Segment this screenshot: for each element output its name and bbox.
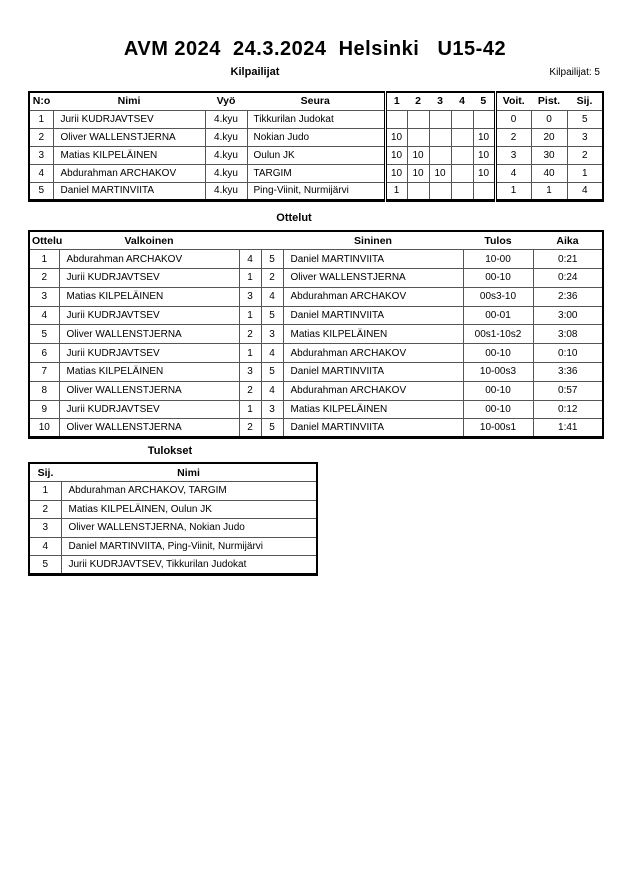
- cell-white-no: 2: [239, 325, 261, 344]
- cell-belt: 4.kyu: [205, 128, 247, 146]
- cell-result: 10-00s1: [463, 419, 533, 438]
- col-header-place: Sij.: [576, 95, 593, 108]
- cell-match-no: 5: [29, 325, 59, 344]
- cell-time: 3:08: [533, 325, 603, 344]
- table-row: [29, 306, 603, 325]
- page-title: AVM 2024 24.3.2024 Helsinki U15-42: [123, 38, 507, 60]
- cell-blue-name: Abdurahman ARCHAKOV: [283, 287, 463, 306]
- table-row: [29, 556, 317, 575]
- col-header-match4: 4: [459, 95, 465, 108]
- cell-match4: [451, 164, 473, 182]
- cell-time: 3:36: [533, 363, 603, 382]
- cell-time: 0:24: [533, 269, 603, 288]
- table-row: [29, 344, 603, 363]
- table-row: [29, 146, 603, 164]
- cell-belt: 4.kyu: [205, 110, 247, 128]
- cell-name: Daniel MARTINVIITA, Ping-Viinit, Nurmijärvi: [61, 537, 317, 556]
- cell-match3: [429, 110, 451, 128]
- cell-wins: 3: [495, 146, 531, 164]
- col-header-white-no: [239, 231, 261, 250]
- table-row: [29, 287, 603, 306]
- cell-blue-no: 5: [261, 306, 283, 325]
- cell-match-no: 9: [29, 400, 59, 419]
- cell-match5: 10: [473, 146, 495, 164]
- cell-match3: [429, 146, 451, 164]
- cell-blue-name: Daniel MARTINVIITA: [283, 363, 463, 382]
- cell-match-no: 7: [29, 363, 59, 382]
- cell-place: 3: [567, 128, 603, 146]
- results-table: [28, 462, 318, 576]
- table-row: [29, 519, 317, 538]
- cell-match2: [407, 110, 429, 128]
- section-title-kilpailijat: Kilpailijat: [230, 66, 280, 78]
- cell-white-no: 3: [239, 363, 261, 382]
- cell-white-no: 1: [239, 269, 261, 288]
- table-row: [29, 269, 603, 288]
- cell-name: Abdurahman ARCHAKOV, TARGIM: [61, 482, 317, 501]
- cell-time: 0:21: [533, 250, 603, 269]
- cell-wins: 4: [495, 164, 531, 182]
- cell-name: Daniel MARTINVIITA: [53, 182, 205, 200]
- cell-white-name: Oliver WALLENSTJERNA: [59, 381, 239, 400]
- cell-result: 00-10: [463, 269, 533, 288]
- cell-result: 00-01: [463, 306, 533, 325]
- cell-name: Matias KILPELÄINEN: [53, 146, 205, 164]
- table-row: [29, 110, 603, 128]
- col-header-name: Nimi: [117, 95, 141, 108]
- cell-match1: [385, 110, 407, 128]
- table-row: [29, 164, 603, 182]
- cell-points: 0: [531, 110, 567, 128]
- cell-name: Jurii KUDRJAVTSEV, Tikkurilan Judokat: [61, 556, 317, 575]
- cell-no: 5: [29, 182, 53, 200]
- cell-blue-name: Daniel MARTINVIITA: [283, 419, 463, 438]
- cell-club: Tikkurilan Judokat: [247, 110, 385, 128]
- cell-match2: 10: [407, 146, 429, 164]
- cell-blue-name: Abdurahman ARCHAKOV: [283, 381, 463, 400]
- cell-wins: 0: [495, 110, 531, 128]
- cell-time: 2:36: [533, 287, 603, 306]
- col-header-blue-no: [261, 231, 283, 250]
- cell-belt: 4.kyu: [205, 182, 247, 200]
- cell-result: 10-00s3: [463, 363, 533, 382]
- cell-place: 2: [567, 146, 603, 164]
- table-header-row: [29, 92, 603, 110]
- cell-white-no: 2: [239, 419, 261, 438]
- cell-belt: 4.kyu: [205, 164, 247, 182]
- col-header-club: Seura: [300, 95, 330, 108]
- cell-white-name: Jurii KUDRJAVTSEV: [59, 306, 239, 325]
- cell-club: Ping-Viinit, Nurmijärvi: [247, 182, 385, 200]
- cell-no: 2: [29, 128, 53, 146]
- cell-club: TARGIM: [247, 164, 385, 182]
- col-header-blue: Sininen: [354, 234, 392, 247]
- col-header-points: Pist.: [537, 95, 561, 108]
- table-row: [29, 182, 603, 200]
- table-row: [29, 500, 317, 519]
- col-header-name: Nimi: [177, 466, 200, 479]
- cell-blue-no: 5: [261, 250, 283, 269]
- cell-match3: [429, 182, 451, 200]
- cell-time: 0:10: [533, 344, 603, 363]
- cell-blue-name: Abdurahman ARCHAKOV: [283, 344, 463, 363]
- col-header-white: Valkoinen: [124, 234, 174, 247]
- cell-white-no: 3: [239, 287, 261, 306]
- competitor-count-label: Kilpailijat: 5: [549, 67, 600, 78]
- cell-match-no: 8: [29, 381, 59, 400]
- cell-blue-name: Matias KILPELÄINEN: [283, 400, 463, 419]
- table-row: [29, 250, 603, 269]
- cell-time: 0:57: [533, 381, 603, 400]
- cell-match1: 10: [385, 164, 407, 182]
- cell-blue-no: 5: [261, 419, 283, 438]
- cell-name: Abdurahman ARCHAKOV: [53, 164, 205, 182]
- cell-result: 00s1-10s2: [463, 325, 533, 344]
- cell-match3: [429, 128, 451, 146]
- cell-match4: [451, 110, 473, 128]
- cell-match2: 10: [407, 164, 429, 182]
- cell-blue-no: 3: [261, 400, 283, 419]
- cell-blue-name: Daniel MARTINVIITA: [283, 250, 463, 269]
- cell-white-name: Matias KILPELÄINEN: [59, 363, 239, 382]
- cell-blue-no: 4: [261, 381, 283, 400]
- cell-blue-name: Oliver WALLENSTJERNA: [283, 269, 463, 288]
- cell-white-name: Oliver WALLENSTJERNA: [59, 419, 239, 438]
- cell-match1: 10: [385, 146, 407, 164]
- cell-result: 00-10: [463, 381, 533, 400]
- table-row: [29, 419, 603, 438]
- cell-blue-no: 3: [261, 325, 283, 344]
- cell-place: 2: [29, 500, 61, 519]
- table-row: [29, 482, 317, 501]
- cell-no: 3: [29, 146, 53, 164]
- cell-white-no: 2: [239, 381, 261, 400]
- cell-white-no: 1: [239, 344, 261, 363]
- cell-match-no: 10: [29, 419, 59, 438]
- col-header-belt: Vyö: [216, 95, 236, 108]
- cell-no: 4: [29, 164, 53, 182]
- cell-result: 00-10: [463, 344, 533, 363]
- col-header-result: Tulos: [484, 234, 512, 247]
- table-row: [29, 381, 603, 400]
- cell-place: 4: [29, 537, 61, 556]
- cell-match1: 1: [385, 182, 407, 200]
- col-header-match5: 5: [480, 95, 487, 108]
- cell-place: 1: [567, 164, 603, 182]
- table-header-row: [29, 231, 603, 250]
- col-header-match2: 2: [415, 95, 421, 108]
- cell-match-no: 4: [29, 306, 59, 325]
- cell-white-name: Oliver WALLENSTJERNA: [59, 325, 239, 344]
- cell-place: 5: [567, 110, 603, 128]
- cell-time: 1:41: [533, 419, 603, 438]
- col-header-match3: 3: [437, 95, 443, 108]
- cell-points: 1: [531, 182, 567, 200]
- cell-place: 5: [29, 556, 61, 575]
- cell-match-no: 2: [29, 269, 59, 288]
- cell-name: Oliver WALLENSTJERNA: [53, 128, 205, 146]
- cell-points: 40: [531, 164, 567, 182]
- cell-time: 0:12: [533, 400, 603, 419]
- cell-match5: [473, 110, 495, 128]
- cell-no: 1: [29, 110, 53, 128]
- cell-white-no: 1: [239, 400, 261, 419]
- table-row: [29, 128, 603, 146]
- section-title-tulokset: Tulokset: [147, 445, 193, 457]
- col-header-match1: 1: [385, 92, 407, 110]
- cell-blue-no: 2: [261, 269, 283, 288]
- col-header-place: Sij.: [37, 466, 54, 479]
- cell-points: 30: [531, 146, 567, 164]
- cell-result: 00-10: [463, 400, 533, 419]
- cell-belt: 4.kyu: [205, 146, 247, 164]
- cell-name: Jurii KUDRJAVTSEV: [53, 110, 205, 128]
- cell-match2: [407, 182, 429, 200]
- cell-match-no: 6: [29, 344, 59, 363]
- cell-match4: [451, 128, 473, 146]
- matches-table: [28, 230, 604, 439]
- table-row: [29, 537, 317, 556]
- cell-white-name: Matias KILPELÄINEN: [59, 287, 239, 306]
- cell-blue-name: Daniel MARTINVIITA: [283, 306, 463, 325]
- cell-name: Matias KILPELÄINEN, Oulun JK: [61, 500, 317, 519]
- cell-match4: [451, 146, 473, 164]
- table-header-row: [29, 463, 317, 482]
- cell-blue-name: Matias KILPELÄINEN: [283, 325, 463, 344]
- cell-white-name: Jurii KUDRJAVTSEV: [59, 400, 239, 419]
- cell-match3: 10: [429, 164, 451, 182]
- cell-points: 20: [531, 128, 567, 146]
- cell-match5: 10: [473, 128, 495, 146]
- cell-place: 4: [567, 182, 603, 200]
- cell-name: Oliver WALLENSTJERNA, Nokian Judo: [61, 519, 317, 538]
- cell-match-no: 3: [29, 287, 59, 306]
- cell-match5: [473, 182, 495, 200]
- competitors-table: [28, 91, 604, 202]
- cell-white-no: 1: [239, 306, 261, 325]
- col-header-no: N:o: [32, 95, 51, 108]
- cell-white-name: Abdurahman ARCHAKOV: [59, 250, 239, 269]
- cell-time: 3:00: [533, 306, 603, 325]
- cell-result: 00s3-10: [463, 287, 533, 306]
- cell-place: 3: [29, 519, 61, 538]
- cell-white-name: Jurii KUDRJAVTSEV: [59, 344, 239, 363]
- cell-white-no: 4: [239, 250, 261, 269]
- cell-white-name: Jurii KUDRJAVTSEV: [59, 269, 239, 288]
- cell-blue-no: 4: [261, 287, 283, 306]
- cell-match5: 10: [473, 164, 495, 182]
- col-header-time: Aika: [556, 234, 579, 247]
- cell-place: 1: [29, 482, 61, 501]
- col-header-match-no: Ottelu: [32, 234, 63, 247]
- col-header-wins: Voit.: [495, 92, 531, 110]
- cell-club: Oulun JK: [247, 146, 385, 164]
- table-row: [29, 400, 603, 419]
- cell-match4: [451, 182, 473, 200]
- cell-wins: 1: [495, 182, 531, 200]
- cell-blue-no: 4: [261, 344, 283, 363]
- cell-wins: 2: [495, 128, 531, 146]
- table-row: [29, 363, 603, 382]
- cell-match1: 10: [385, 128, 407, 146]
- cell-club: Nokian Judo: [247, 128, 385, 146]
- table-row: [29, 325, 603, 344]
- cell-match2: [407, 128, 429, 146]
- cell-blue-no: 5: [261, 363, 283, 382]
- section-title-ottelut: Ottelut: [276, 212, 312, 224]
- cell-match-no: 1: [29, 250, 59, 269]
- cell-result: 10-00: [463, 250, 533, 269]
